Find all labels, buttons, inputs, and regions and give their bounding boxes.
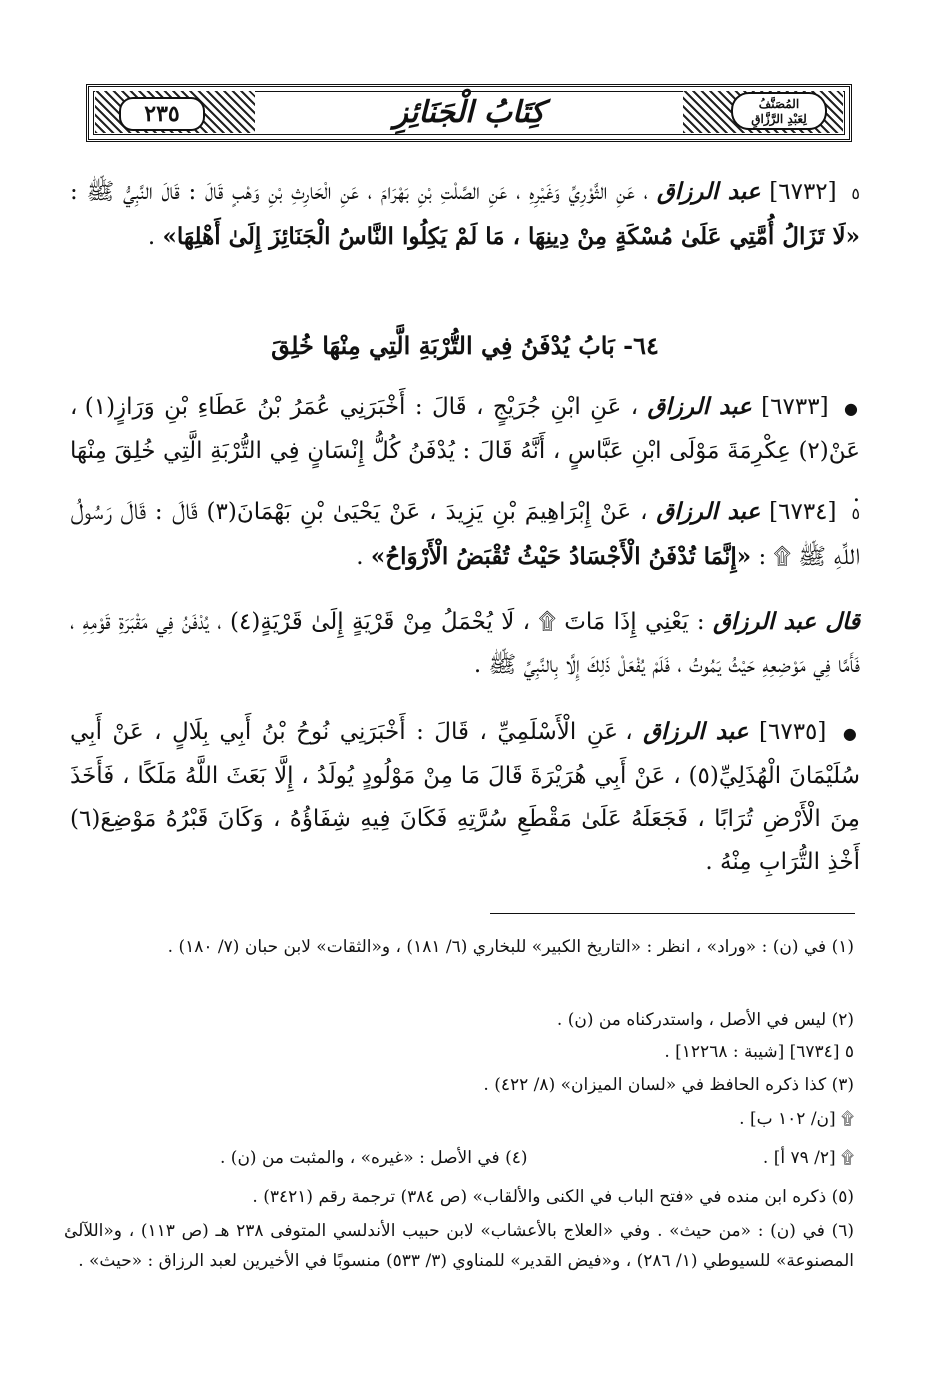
footnote-divider: [490, 913, 855, 914]
hadith-text: ، عَنْ إِبْرَاهِيمَ بْنِ يَزِيدَ ، عَنْ يَحْيَىٰ بْنِ بَهْمَانَ(٣) قَالَ : قَالَ رَسُولُ اللَّهِ ﷺ ۩ :: [70, 499, 860, 570]
footnote-3: (٣) كذا ذكره الحافظ في «لسان الميزان» (٨/ ٤٢٢) .: [483, 1075, 854, 1095]
hadith-text: ، عَنِ الْأَسْلَمِيِّ ، قَالَ : أَخْبَرَنِي نُوحُ بْنُ أَبِي بِلَالٍ ، عَنْ أَبِي سُلَيْمَانَ الْهُذَلِيِّ(٥) ، عَنْ أَبِي هُرَيْرَةَ قَالَ مَا مِنْ مَوْلُودٍ يُولَدُ ، إِلَّا بَعَثَ اللَّهُ مَلَكًا ، فَأَخَذَ مِنَ الْأَرْضِ تُرَابًا ، فَجَعَلَهُ عَلَىٰ مَقْطَعِ سُرَّتِهِ فَكَانَ فِيهِ شِفَاؤُهُ ، وَكَانَ قَبْرُهُ مَوْضِعَ(٦) أَخْذِ التُّرَابِ مِنْهُ .: [70, 719, 860, 875]
hadith-6732: [70, 170, 860, 259]
footnote-ref-manuscript-2: ۩ [٢/ ٧٩ أ] .: [762, 1148, 854, 1168]
commentary-author: قال عبد الرزاق: [713, 608, 860, 635]
page-number: ٢٣٥: [119, 97, 205, 131]
hadith-author: عبد الرزاق: [656, 178, 761, 205]
hadith-text: ، عَنِ الثَّوْرِيِّ وَغَيْرِهِ ، عَنِ الصَّلْتِ بْنِ بَهْرَامَ ، عَنِ الْحَارِثِ بْنِ وَهْبٍ قَالَ : قَالَ النَّبِيُّ ﷺ :: [70, 179, 649, 205]
hadith-marker: ●: [842, 724, 861, 743]
hadith-6735: [70, 710, 860, 884]
hadith-number: [٦٧٣٤]: [769, 499, 837, 525]
chapter-heading: ٦٤- بَابُ يُدْفَنُ فِي التُّرْبَةِ الَّتِي مِنْهَا خُلِقَ: [271, 331, 659, 360]
hadith-tail: .: [356, 544, 364, 570]
footnote-ref-shaybah: ٥ [٦٧٣٤] [شيبة : ١٢٢٦٨] .: [664, 1042, 854, 1062]
hadith-number: [٦٧٣٣]: [761, 394, 829, 420]
hadith-quote: «لَا تَزَالُ أُمَّتِي عَلَىٰ مُسْكَةٍ مِنْ دِينِهَا ، مَا لَمْ يَكِلُوا النَّاسُ الْجَنَائِزَ إِلَىٰ أَهْلِهَا»: [162, 223, 860, 250]
badge-line-1: المُصَنَّفُ: [758, 97, 800, 111]
hadith-6734: [70, 490, 860, 579]
page-header: [86, 84, 852, 142]
hadith-number: [٦٧٣٢]: [769, 179, 837, 205]
footnote-row-4: [64, 1143, 854, 1173]
commentary-abdulrazzaq: [70, 600, 860, 687]
hadith-marker: ٥: [851, 504, 861, 523]
footnote-5: (٥) ذكره ابن منده في «فتح الباب في الكنى والألقاب» (ص ٣٨٤) ترجمة رقم (٣٤٢١) .: [252, 1187, 854, 1207]
hadith-text: ، عَنِ ابْنِ جُرَيْجٍ ، قَالَ : أَخْبَرَنِي عُمَرُ بْنُ عَطَاءِ بْنِ وَرَازٍ(١) ، عَنْ(٢) عِكْرِمَةَ مَوْلَى ابْنِ عَبَّاسٍ ، أَنَّهُ قَالَ : يُدْفَنُ كُلُّ إِنْسَانٍ فِي التُّرْبَةِ الَّتِي خُلِقَ مِنْهَا .: [70, 394, 860, 507]
footnote-6: (٦) في (ن) : «من حيث» . وفي «العلاج بالأعشاب» لابن حبيب الأندلسي المتوفى ٢٣٨ هـ (ص ١١٣) ، و«اللآلئ المصنوعة» للسيوطي (١/ ٢٨٦) ، و«فيض القدير» للمناوي (٣/ ٥٣٣) منسوبًا في الأخيرين لعبد الرزاق : «حيث» .: [64, 1221, 854, 1271]
hadith-quote: «إِنَّمَا تُدْفَنُ الْأَجْسَادُ حَيْثُ تُقْبَضُ الْأَرْوَاحُ»: [370, 543, 752, 570]
book-badge: [731, 92, 827, 130]
hadith-author: عبد الرزاق: [647, 393, 752, 420]
hadith-marker: ٥: [851, 184, 861, 203]
footnote-ref-manuscript-n: ۩ [ن/ ١٠٢ ب] .: [739, 1109, 854, 1129]
badge-line-2: لِعَبْدِ الرَّزَّاقِ: [751, 112, 807, 126]
footnote-1: (١) في (ن) : «وراد» ، انظر : «التاريخ الكبير» للبخاري (٦/ ١٨١) ، و«الثقات» لابن حبان (٧/ ١٨٠) .: [167, 937, 854, 957]
hadith-author: عبد الرزاق: [656, 498, 761, 525]
footnote-4: (٤) في الأصل : «غيره» ، والمثبت من (ن) .: [220, 1148, 528, 1168]
commentary-text: : يَعْنِي إِذَا مَاتَ ۩ ، لَا يُحْمَلُ مِنْ قَرْيَةٍ إِلَىٰ قَرْيَةٍ(٤) ، يُدْفَنُ فِي مَقْبَرَةِ قَوْمِهِ ، فَأَمَّا فِي مَوْضِعِهِ حَيْثُ يَمُوتُ ، فَلَمْ يُفْعَلْ ذَلِكَ إِلَّا بِالنَّبِيِّ ﷺ .: [70, 609, 860, 678]
hadith-number: [٦٧٣٥]: [759, 719, 827, 745]
hadith-tail: .: [147, 224, 156, 250]
hadith-author: عبد الرزاق: [643, 718, 749, 745]
hadith-marker: ●: [843, 399, 860, 418]
book-title: كِتَابُ الْجَنَائِزِ: [393, 95, 545, 130]
footnote-2: (٢) ليس في الأصل ، واستدركناه من (ن) .: [556, 1010, 854, 1030]
